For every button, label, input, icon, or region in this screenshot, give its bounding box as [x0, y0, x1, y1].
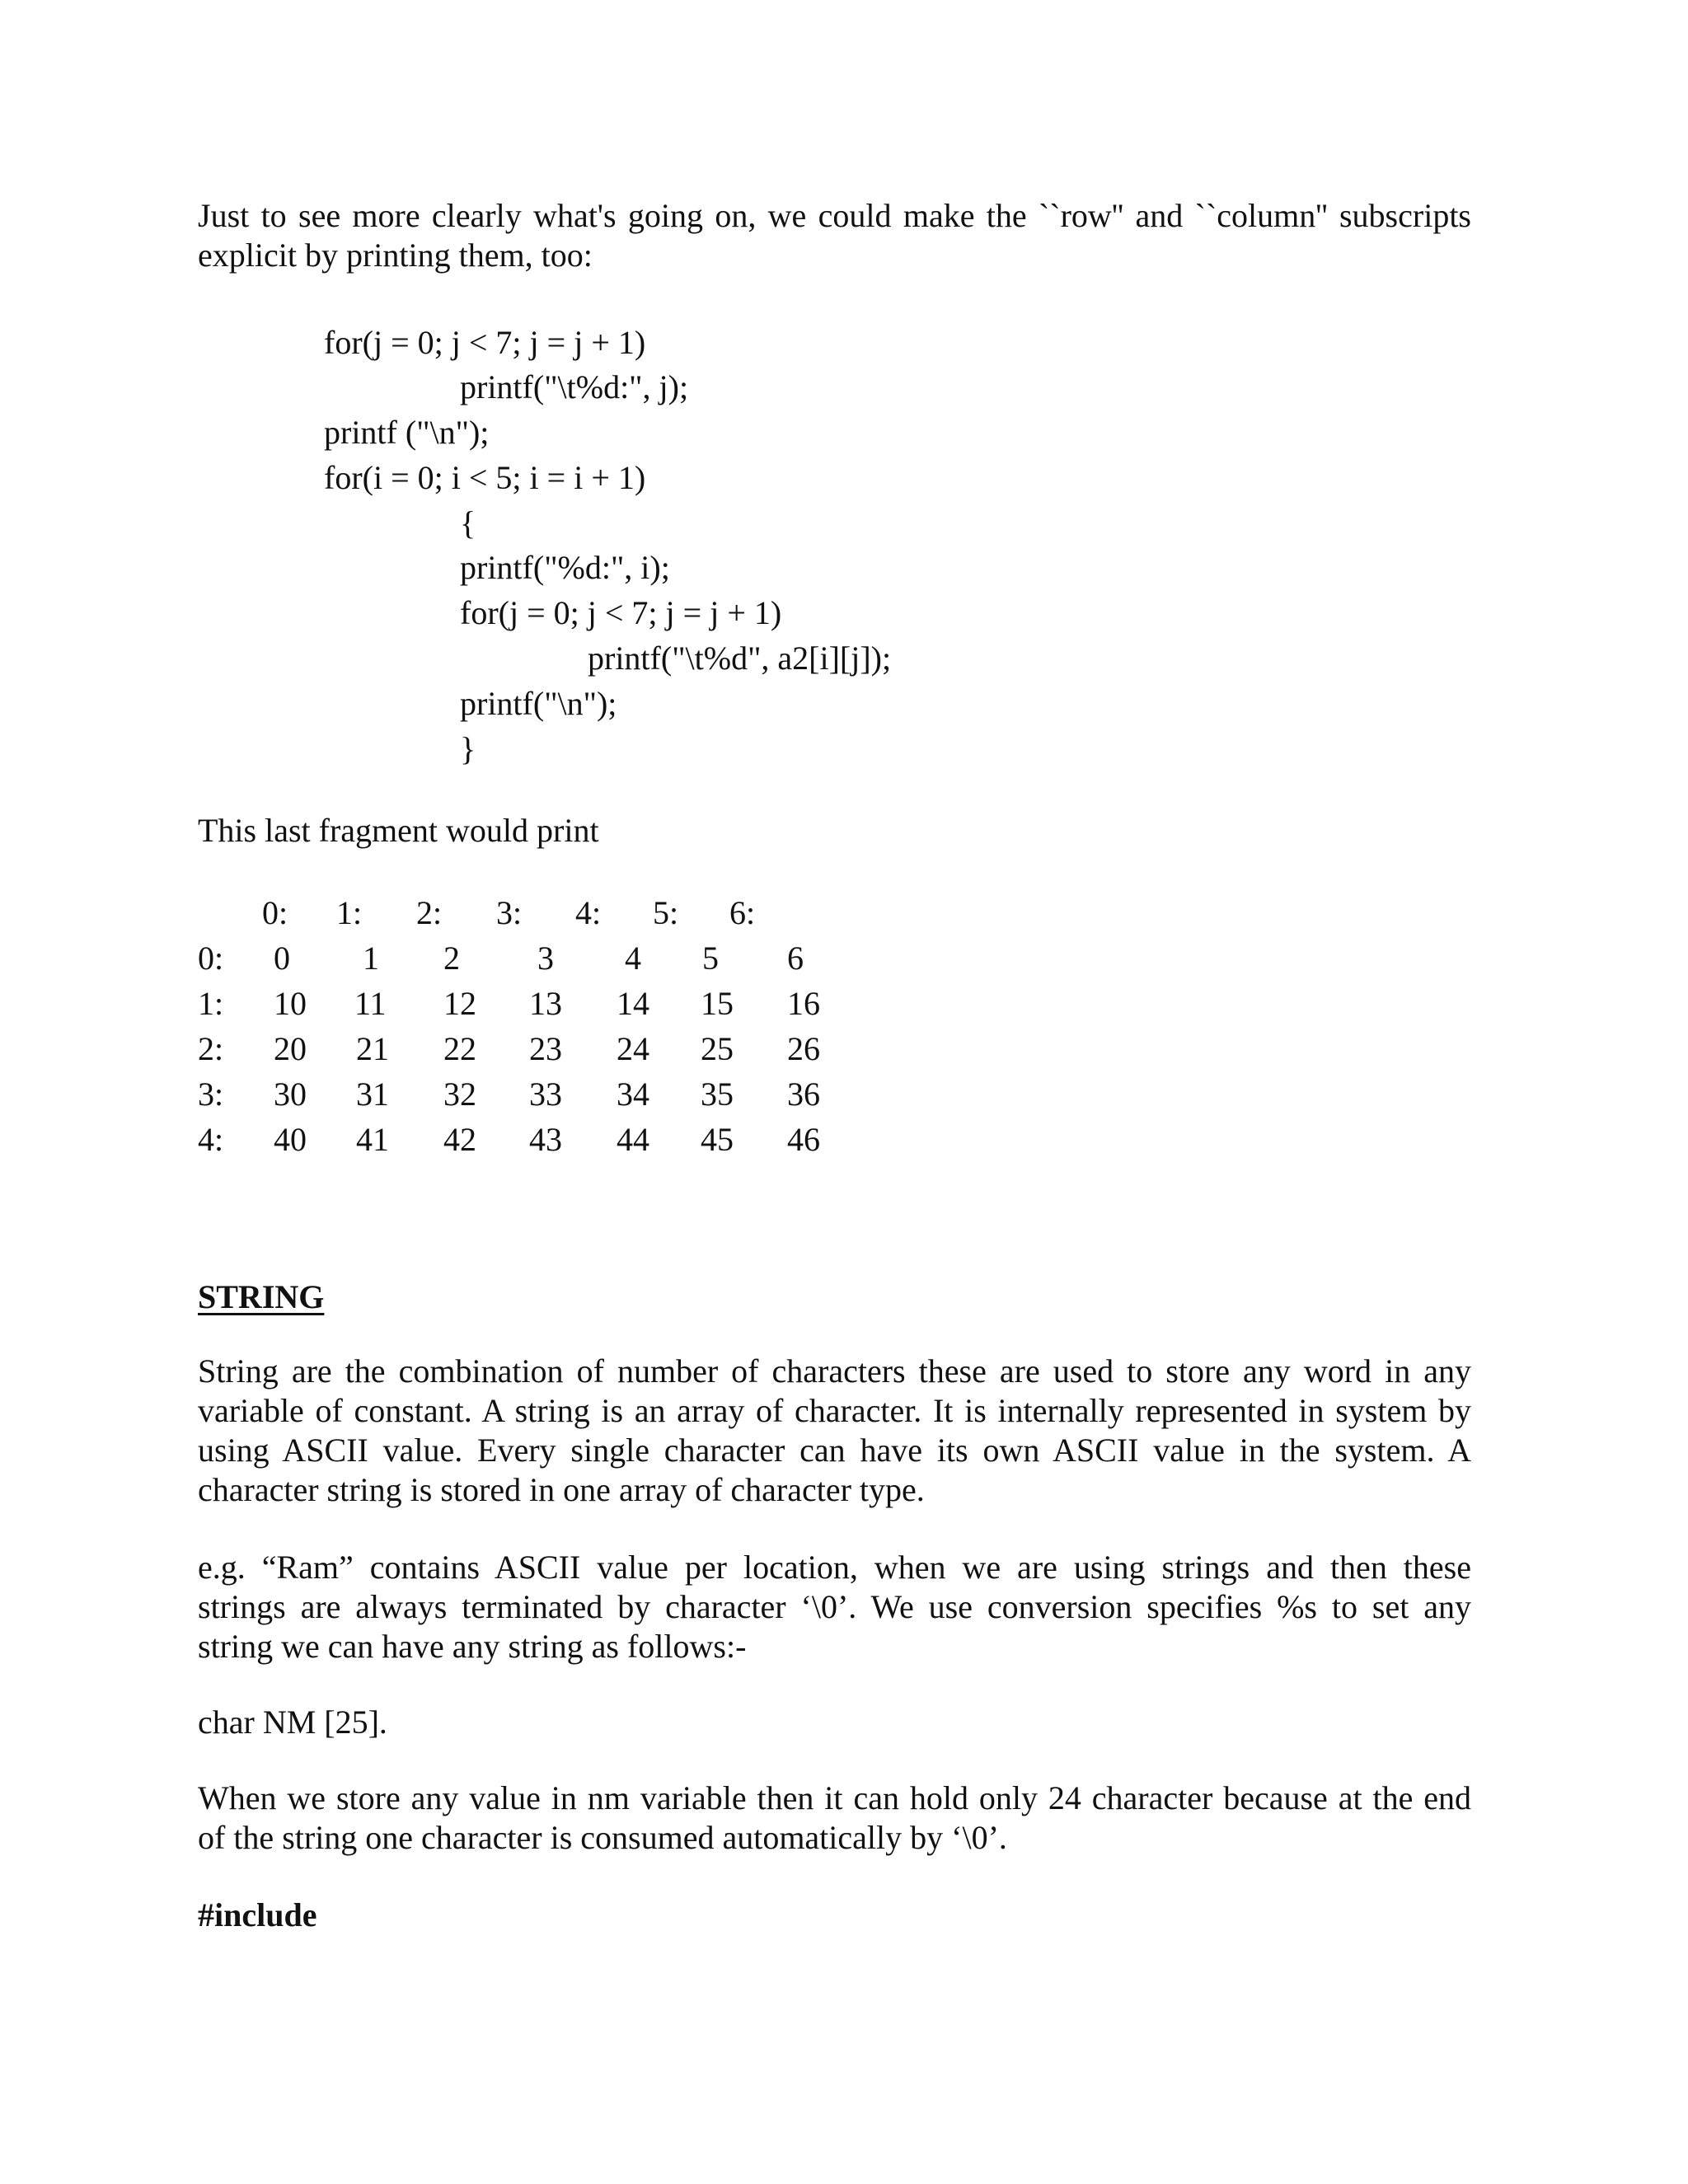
code-line-8: printf("\t%d", a2[i][j]);: [588, 640, 892, 677]
table-cell: 20: [274, 1030, 307, 1067]
table-cell: 2: [443, 940, 460, 977]
code-line-4: for(i = 0; i < 5; i = i + 1): [324, 459, 646, 496]
table-cell: 31: [356, 1076, 389, 1113]
table-column-header: 5:: [653, 894, 679, 931]
table-row-label: 2:: [198, 1030, 224, 1067]
table-cell: 45: [701, 1121, 734, 1158]
table-cell: 4: [625, 940, 641, 977]
intro-line-1: Just to see more clearly what's going on, we could make the ``row'' and ``column'' subscripts: [198, 197, 1471, 234]
string-line-1: String are the combination of number of characters these are used to store any word in any: [198, 1352, 1471, 1390]
table-cell: 41: [356, 1121, 389, 1158]
table-cell: 34: [617, 1076, 649, 1113]
store-line-1: When we store any value in nm variable then it can hold only 24 character because at the end: [198, 1779, 1471, 1816]
table-cell: 11: [354, 985, 387, 1022]
string-line-2: variable of constant. A string is an array of character. It is internally represented in system by: [198, 1392, 1471, 1429]
table-column-header: 1:: [336, 894, 363, 931]
table-cell: 24: [617, 1030, 649, 1067]
store-paragraph: [198, 1779, 1471, 1858]
table-row-label: 0:: [198, 940, 224, 977]
table-cell: 42: [443, 1121, 476, 1158]
table-cell: 46: [787, 1121, 820, 1158]
table-cell: 14: [617, 985, 649, 1022]
table-cell: 13: [529, 985, 562, 1022]
table-cell: 6: [787, 940, 804, 977]
string-paragraph: [198, 1352, 1471, 1510]
table-cell: 1: [363, 940, 379, 977]
table-cell: 35: [701, 1076, 734, 1113]
section-heading: STRING: [198, 1278, 325, 1315]
table-cell: 12: [443, 985, 476, 1022]
store-line-2: of the string one character is consumed automatically by ‘\0’.: [198, 1819, 1007, 1856]
example-line-3: string we can have any string as follows:-: [198, 1628, 747, 1665]
string-line-3: using ASCII value. Every single character can have its own ASCII value in the system. A: [198, 1432, 1471, 1469]
table-cell: 22: [443, 1030, 476, 1067]
table-column-header: 0:: [262, 894, 288, 931]
table-cell: 23: [529, 1030, 562, 1067]
include-line: #include: [198, 1896, 317, 1933]
table-cell: 32: [443, 1076, 476, 1113]
code-line-9: printf("\n");: [460, 685, 617, 722]
table-row-label: 4:: [198, 1121, 224, 1158]
table-cell: 5: [702, 940, 719, 977]
table-cell: 15: [701, 985, 734, 1022]
table-cell: 36: [787, 1076, 820, 1113]
code-line-3: printf ("\n");: [324, 414, 490, 451]
table-cell: 26: [787, 1030, 820, 1067]
code-line-10: }: [460, 730, 476, 767]
table-column-header: 6:: [729, 894, 756, 931]
table-cell: 0: [274, 940, 290, 977]
example-paragraph: [198, 1548, 1471, 1666]
table-cell: 30: [274, 1076, 307, 1113]
string-line-4: character string is stored in one array of character type.: [198, 1471, 925, 1508]
example-line-2: strings are always terminated by character ‘\0’. We use conversion specifies %s to set any: [198, 1588, 1471, 1625]
table-cell: 16: [787, 985, 820, 1022]
table-cell: 25: [701, 1030, 734, 1067]
code-line-5: {: [460, 504, 476, 541]
table-cell: 33: [529, 1076, 562, 1113]
fragment-caption: This last fragment would print: [198, 812, 599, 849]
table-cell: 3: [537, 940, 554, 977]
table-cell: 10: [274, 985, 307, 1022]
declaration-line: char NM [25].: [198, 1704, 387, 1741]
table-row-label: 1:: [198, 985, 224, 1022]
table-row-label: 3:: [198, 1076, 224, 1113]
code-line-2: printf("\t%d:", j);: [460, 368, 689, 405]
intro-line-2: explicit by printing them, too:: [198, 237, 593, 274]
table-column-header: 3:: [496, 894, 523, 931]
example-line-1: e.g. “Ram” contains ASCII value per location, when we are using strings and then these: [198, 1549, 1471, 1586]
table-cell: 21: [356, 1030, 389, 1067]
code-line-6: printf("%d:", i);: [460, 549, 670, 586]
table-column-header: 4:: [575, 894, 602, 931]
table-cell: 40: [274, 1121, 307, 1158]
table-cell: 44: [617, 1121, 649, 1158]
code-line-7: for(j = 0; j < 7; j = j + 1): [460, 594, 782, 631]
code-line-1: for(j = 0; j < 7; j = j + 1): [324, 324, 646, 361]
intro-paragraph: [198, 196, 1471, 275]
table-column-header: 2:: [416, 894, 443, 931]
table-cell: 43: [529, 1121, 562, 1158]
